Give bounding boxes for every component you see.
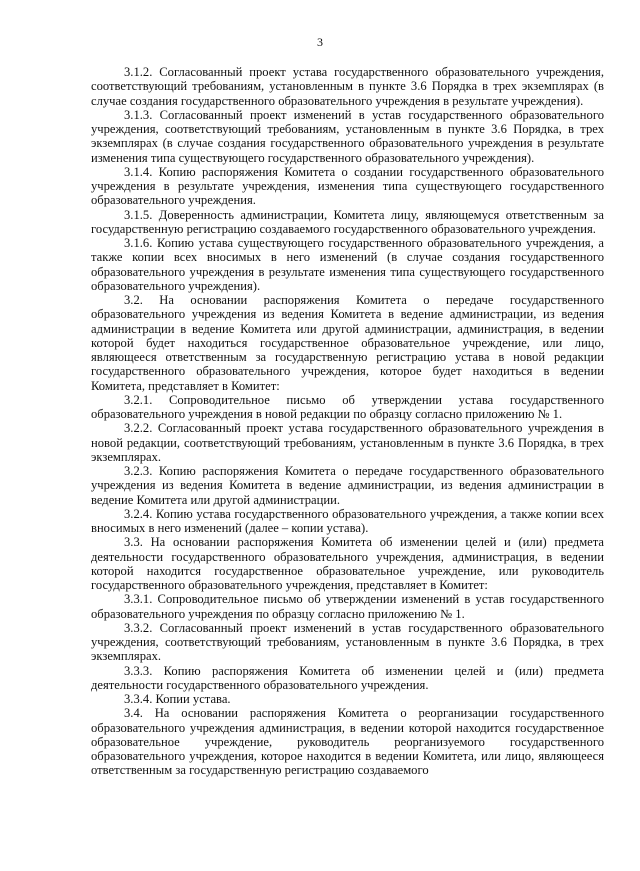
paragraph-3-2-3: 3.2.3. Копию распоряжения Комитета о передаче государственного образовательного учреждения из ведения Комитета в ведение администрации, из ведения администрации в ведение Комитета или другой администрации. bbox=[91, 464, 604, 507]
paragraph-3-3-4: 3.3.4. Копии устава. bbox=[124, 692, 231, 706]
document-body bbox=[91, 65, 604, 778]
paragraph-3-3-2: 3.3.2. Согласованный проект изменений в устав государственного образовательного учреждения, соответствующий требованиям, установленным в пункте 3.6 Порядка, в трех экземплярах. bbox=[91, 620, 604, 664]
paragraph-3-3: 3.3. На основании распоряжения Комитета об изменении целей и (или) предмета деятельности государственного образовательного учреждения, администрация, в ведении которой находится государственное образовательное учреждение, или руководитель государственного образовательного учреждения, представляет в Комитет: bbox=[91, 535, 604, 592]
paragraph-3-1-3: 3.1.3. Согласованный проект изменений в устав государственного образовательного учреждения, соответствующий требованиям, установленным в пункте 3.6 Порядка, в трех экземплярах (в случае создания государственного образовательного учреждения в результате изменения типа существующего государственного образовательного учреждения). bbox=[91, 107, 604, 165]
paragraph-3-2-2: 3.2.2. Согласованный проект устава государственного образовательного учреждения в новой редакции, соответствующий требованиям, установленным в пункте 3.6 Порядка, в трех экземплярах. bbox=[91, 421, 604, 464]
paragraph-3-3-3: 3.3.3. Копию распоряжения Комитета об изменении целей и (или) предмета деятельности государственного образовательного учреждения. bbox=[91, 663, 604, 692]
paragraph-3-3-1: 3.3.1. Сопроводительное письмо об утверждении изменений в устав государственного образовательного учреждения по образцу согласно приложению № 1. bbox=[91, 592, 604, 621]
paragraph-3-1-6: 3.1.6. Копию устава существующего государственного образовательного учреждения, а также копии всех вносимых в него изменений (в случае создания государственного образовательного учреждения в результате изменения типа существующего государственного образовательного учреждения). bbox=[91, 236, 604, 293]
paragraph-3-2-1: 3.2.1. Сопроводительное письмо об утверждении устава государственного образовательного учреждения в новой редакции по образцу согласно приложению № 1. bbox=[91, 392, 604, 421]
paragraph-3-1-4: 3.1.4. Копию распоряжения Комитета о создании государственного образовательного учреждения в результате учреждения, изменения типа существующего государственного образовательного учреждения. bbox=[91, 164, 604, 208]
paragraph-3-1-2: 3.1.2. Согласованный проект устава государственного образовательного учреждения, соответствующий требованиям, установленным в пункте 3.6 Порядка в трех экземплярах (в случае создания государственного образовательного учреждения в результате учреждения). bbox=[91, 65, 604, 108]
paragraph-3-4: 3.4. На основании распоряжения Комитета о реорганизации государственного образовательного учреждения администрация, в ведении которой находится государственное образовательное учреждение, руководитель реорганизуемого государственного образовательного учреждения, которое находится в ведении Комитета, или лицо, являющееся ответственным за государственную регистрацию создаваемого bbox=[91, 706, 604, 778]
page-number: 3 bbox=[317, 35, 323, 49]
paragraph-3-1-5: 3.1.5. Доверенность администрации, Комитета лицу, являющемуся ответственным за государственную регистрацию создаваемого государственного образовательного учреждения. bbox=[91, 207, 604, 236]
paragraph-3-2-4: 3.2.4. Копию устава государственного образовательного учреждения, а также копии всех вносимых в него изменений (далее – копии устава). bbox=[91, 506, 604, 535]
paragraph-3-2: 3.2. На основании распоряжения Комитета о передаче государственного образовательного учреждения из ведения Комитета в ведение администрации, из ведения администрации в ведение Комитета или другой администрации, администрация, в ведении которой будет находиться государственное образовательное учреждение, или лицо, являющееся ответственным за государственную регистрацию устава в новой редакции государственного образовательного учреждения, которое будет находиться в ведении Комитета, представляет в Комитет: bbox=[91, 293, 604, 393]
